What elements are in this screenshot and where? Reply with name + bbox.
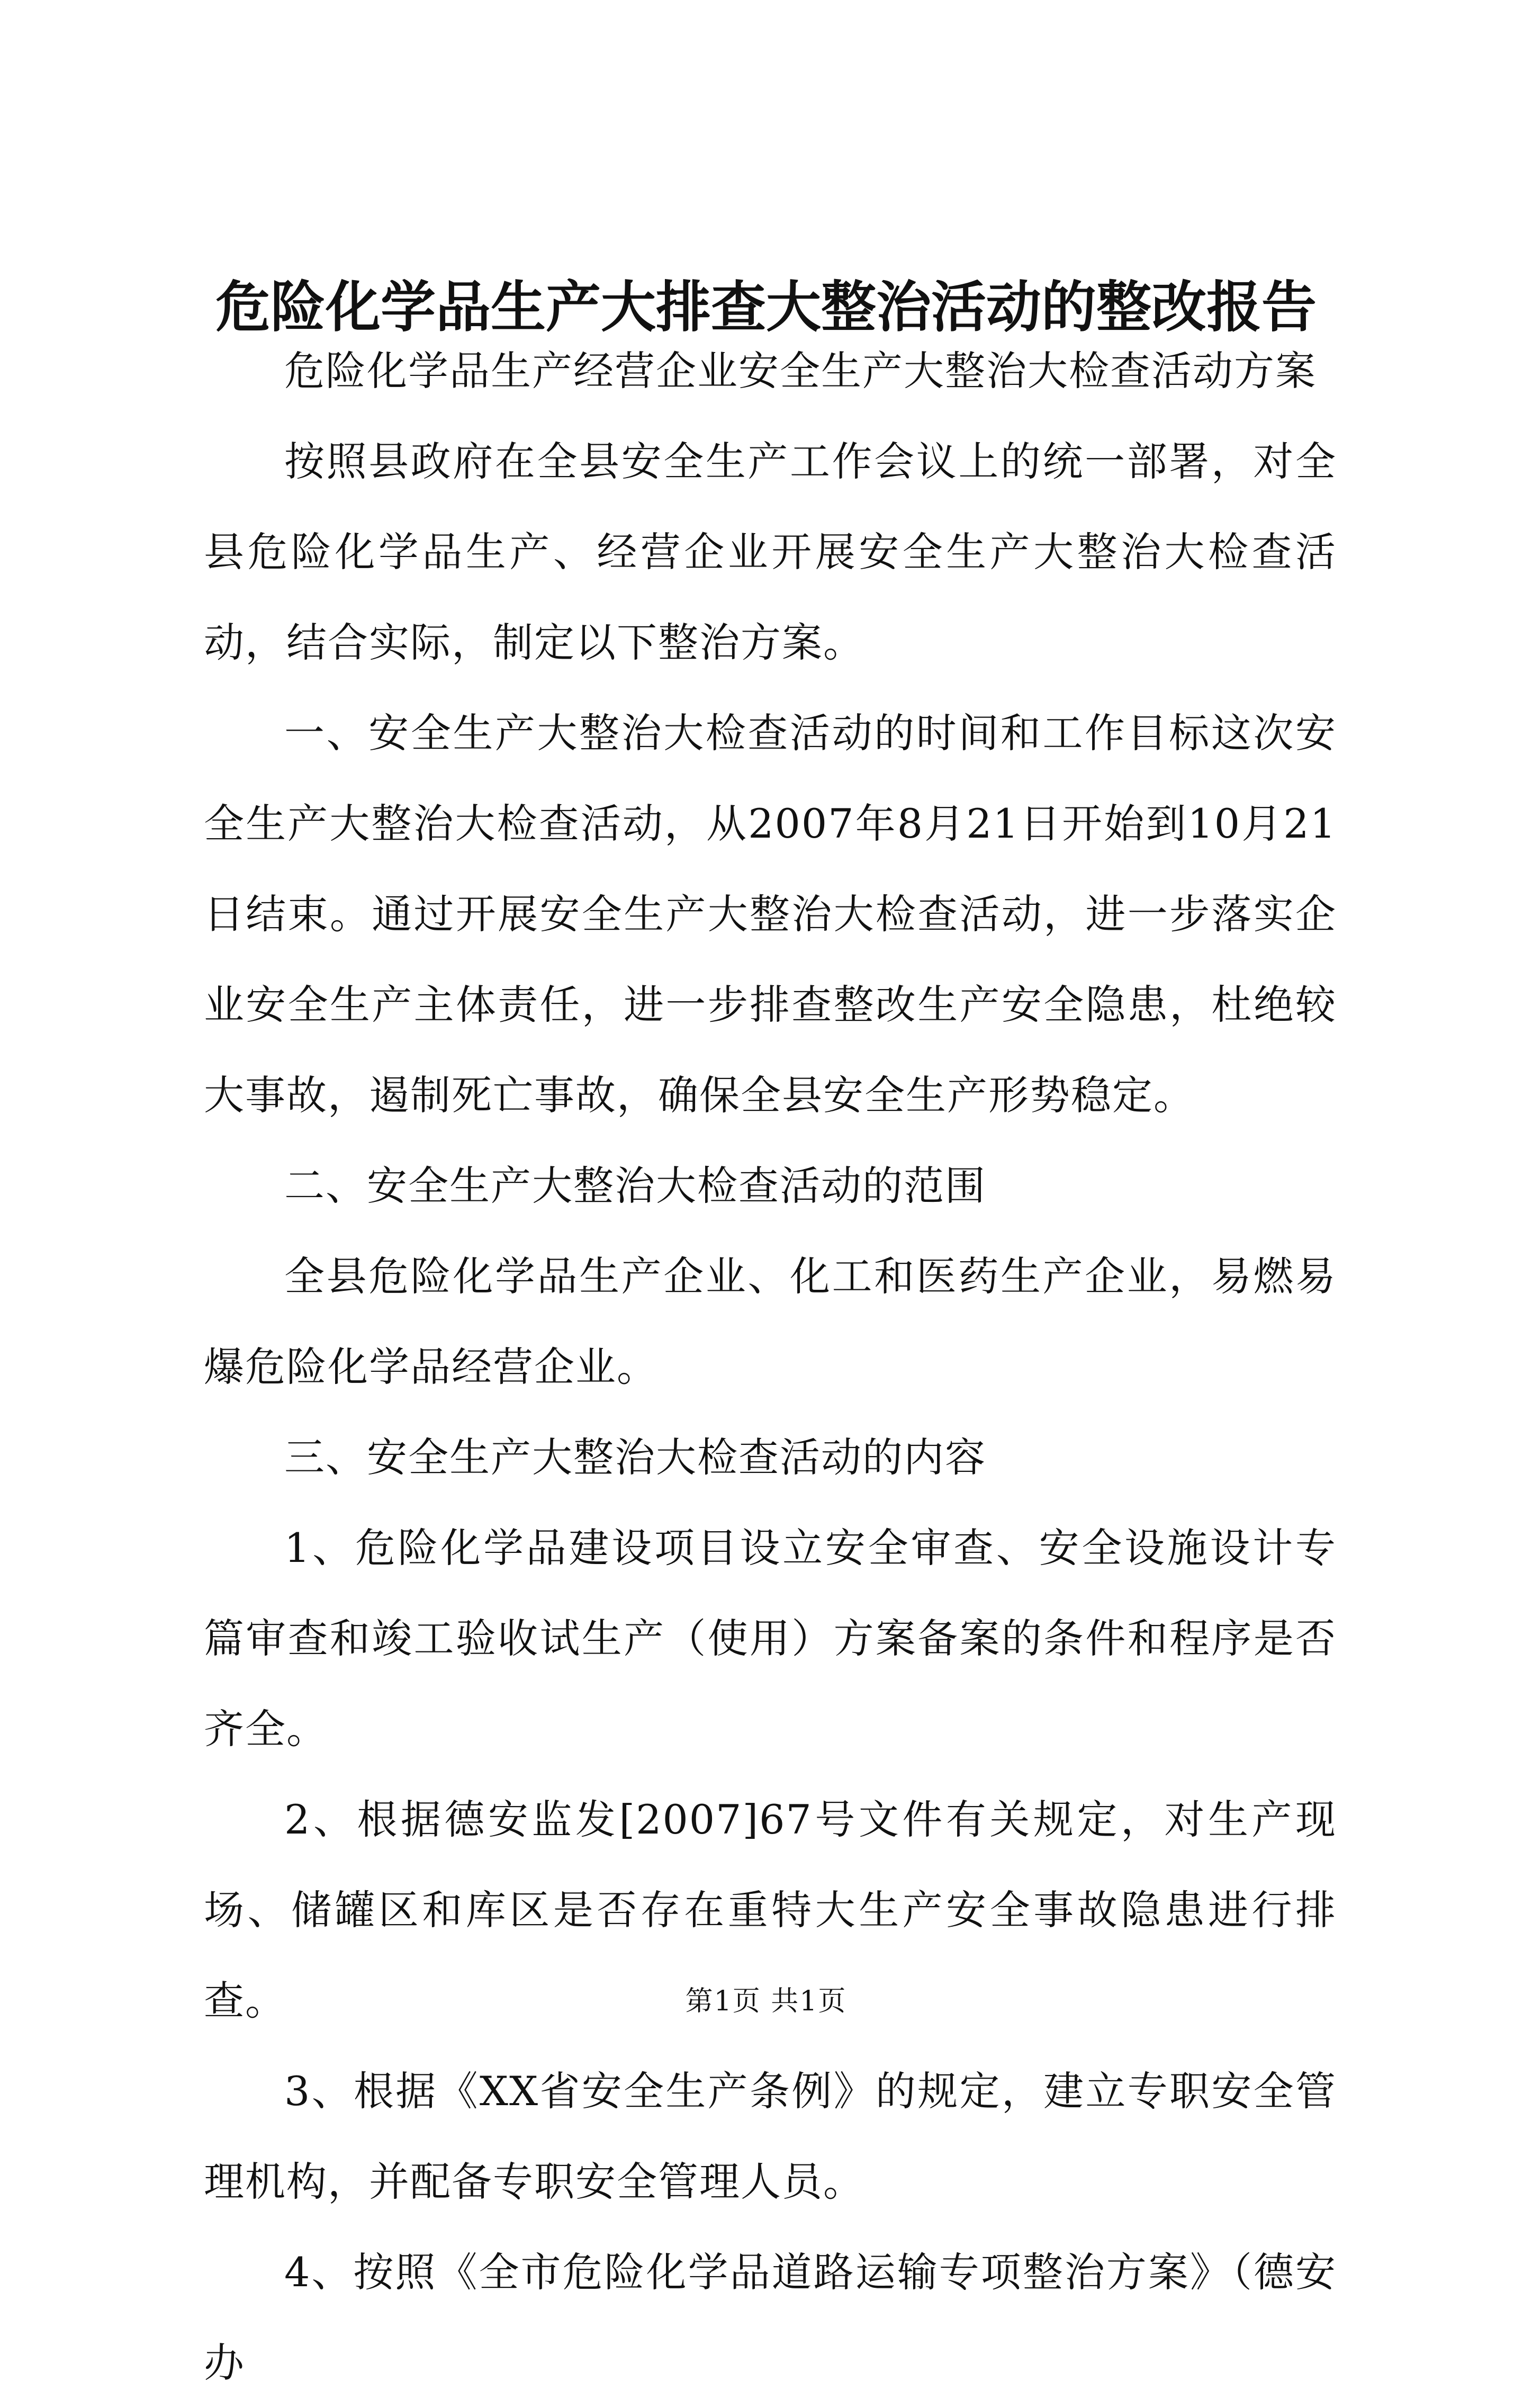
paragraph-item-4: 4、按照《全市危险化学品道路运输专项整治方案》（德安办: [204, 2249, 1337, 2386]
paragraph-intro: 按照县政府在全县安全生产工作会议上的统一部署，对全县危险化学品生产、经营企业开展安全生产大整治大检查活动，结合实际，制定以下整治方案。: [204, 438, 1337, 666]
paragraph-section-3-heading: 三、安全生产大整治大检查活动的内容: [284, 1434, 986, 1481]
paragraph-section-2-heading: 二、安全生产大整治大检查活动的范围: [284, 1162, 986, 1209]
paragraph-plan-title: 危险化学品生产经营企业安全生产大整治大检查活动方案: [284, 347, 1317, 394]
paragraph-item-3: 3、根据《XX省安全生产条例》的规定，建立专职安全管理机构，并配备专职安全管理人员。: [204, 2068, 1337, 2205]
document-title: 危险化学品生产大排查大整治活动的整改报告: [215, 274, 1317, 339]
paragraph-item-2: 2、根据德安监发[2007]67号文件有关规定，对生产现场、储罐区和库区是否存在重特大生产安全事故隐患进行排查。: [204, 1796, 1337, 2024]
paragraph-section-1: 一、安全生产大整治大检查活动的时间和工作目标这次安全生产大整治大检查活动，从2007年8月21日开始到10月21日结束。通过开展安全生产大整治大检查活动，进一步落实企业安全生产主体责任，进一步排查整改生产安全隐患，杜绝较大事故，遏制死亡事故，确保全县安全生产形势稳定。: [204, 709, 1337, 1119]
paragraph-item-1: 1、危险化学品建设项目设立安全审查、安全设施设计专篇审查和竣工验收试生产（使用）方案备案的条件和程序是否齐全。: [204, 1524, 1337, 1753]
page-footer: 第1页 共1页: [685, 1985, 847, 2017]
document-body: [204, 326, 1337, 2408]
paragraph-section-2-body: 全县危险化学品生产企业、化工和医药生产企业，易燃易爆危险化学品经营企业。: [204, 1253, 1337, 1390]
